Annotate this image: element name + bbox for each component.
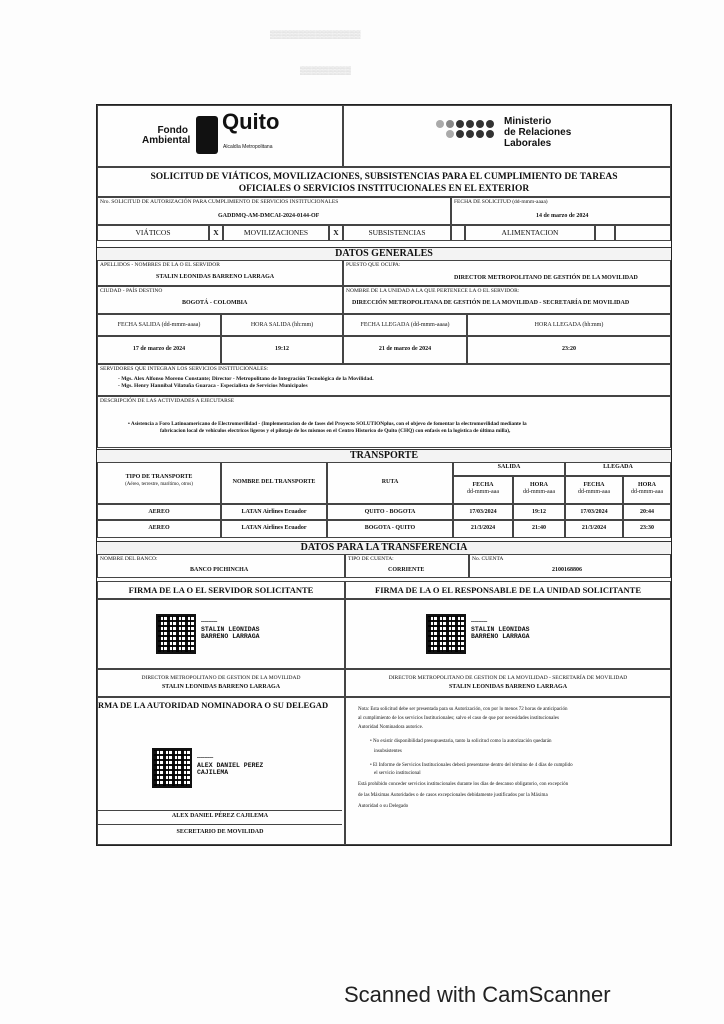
sig-name: STALIN LEONIDAS BARRENO LARRAGA (201, 626, 260, 640)
col-nombre: NOMBRE DEL TRANSPORTE (221, 462, 327, 504)
fondo-ambiental-logo: Fondo Ambiental (142, 125, 191, 146)
table-row-tipo: AEREO (97, 520, 221, 538)
responsable-nombre: STALIN LEONIDAS BARRENO LARRAGA (448, 684, 568, 690)
table-row-llegada-hora: 23:30 (623, 520, 671, 538)
request-date-cell: FECHA DE SOLICITUD (dd-mmm-aaaa) 14 de marzo de 2024 (451, 197, 671, 225)
cuenta-cell: No. CUENTA 2100168806 (469, 554, 671, 578)
autoridad-heading: RMA DE LA AUTORIDAD NOMINADORA O SU DELEGAD (98, 700, 329, 710)
table-row-nombre: LATAN Airlines Ecuador (221, 504, 327, 520)
quito-logo-text: Quito (222, 109, 280, 134)
ministerio-logo-text: Ministerio de Relaciones Laborales (504, 116, 572, 149)
table-row-salida-hora: 21:40 (513, 520, 565, 538)
type-movilizaciones: MOVILIZACIONES (223, 225, 329, 241)
section-transporte: TRANSPORTE (97, 449, 671, 463)
form-title: SOLICITUD DE VIÁTICOS, MOVILIZACIONES, SUBSISTENCIAS PARA EL CUMPLIMIENTO DE TAREAS OFICIALES O SERVICIOS INSTITUCIONALES EN EL EXTERIOR (97, 167, 671, 197)
destino-value: BOGOTÁ - COLOMBIA (182, 300, 248, 306)
actividad-line-1: • Asistencia a Foro Latinoamericano de Electromovilidad - (Implementacion de de fases del Proyecto SOLUTIONplus, con el objevo de fomentar la electromovilidad mediante la (128, 421, 527, 427)
section-datos-generales: DATOS GENERALES (97, 247, 671, 261)
camscanner-watermark: Scanned with CamScanner (344, 982, 611, 1007)
bleed-text: ▒▒▒▒▒▒▒▒▒ (300, 66, 352, 75)
actividad-line-2: fabricacion local de vehiculos electricos ligeros y el pilotaje de los mismos en el Centro Historico de Quito (CHQ) con enfasis en la logistica de última milla), (160, 428, 511, 434)
fecha-llegada: 21 de marzo de 2024 (343, 336, 467, 364)
tipo-cuenta-cell: TIPO DE CUENTA: CORRIENTE (345, 554, 469, 578)
type-viaticos: VIÁTICOS (97, 225, 209, 241)
note-line: Autoridad Nominadora autorice. (358, 725, 424, 730)
servidores-cell: SERVIDORES QUE INTEGRAN LOS SERVICIOS INSTITUCIONALES: - Mgs. Alex Alfonso Moreno Constante; Director - Metropolitano de Integración Tecnológica de la Movilidad. - Mgs. Henry Hannibal Vilatuña Guaraca - Especialista de Servicios Municipales (97, 364, 671, 396)
col-llegada-fecha: FECHA dd-mmm-aaa (565, 476, 623, 504)
qr-signature-icon (152, 748, 192, 788)
logo-cell-left (97, 105, 343, 167)
table-row-ruta: QUITO - BOGOTA (327, 504, 453, 520)
puesto-value: DIRECTOR METROPOLITANO DE GESTIÓN DE LA MOVILIDAD (454, 275, 638, 281)
auth-number: GADDMQ-AM-DMCAI-2024-0144-OF (218, 213, 320, 219)
col-salida-hora: HORA dd-mmm-aaa (513, 476, 565, 504)
sig-name: ALEX DANIEL PEREZ CAJILEMA (197, 762, 264, 776)
table-row-salida-hora: 19:12 (513, 504, 565, 520)
table-row-salida-fecha: 21/3/2024 (453, 520, 513, 538)
firma-responsable-box (345, 599, 671, 669)
servidor-name: STALIN LEONIDAS BARRENO LARRAGA (156, 274, 275, 280)
hora-llegada: 23:20 (467, 336, 671, 364)
table-row-salida-fecha: 17/03/2024 (453, 504, 513, 520)
servidor-name-cell: APELLIDOS - NOMBRES DE LA O EL SERVIDOR STALIN LEONIDAS BARRENO LARRAGA (97, 260, 343, 286)
bleed-text: ▒▒▒▒▒▒▒▒▒▒▒▒▒▒▒▒ (270, 30, 361, 39)
note-bullet: • No existir disponibilidad presupuestaria, tanto la solicitud como la autorización quedarán (370, 739, 552, 744)
table-row-ruta: BOGOTA - QUITO (327, 520, 453, 538)
autoridad-nombre: ALEX DANIEL PÉREZ CAJILEMA (98, 810, 342, 820)
hora-salida-label: HORA SALIDA (hh:mm) (221, 314, 343, 336)
puesto-cell: PUESTO QUE OCUPA: DIRECTOR METROPOLITANO DE GESTIÓN DE LA MOVILIDAD (343, 260, 671, 286)
note-line: Está prohibido conceder servicios institucionales durante los días de descanso obligatorio, con excepción (358, 782, 569, 787)
col-llegada-hora: HORA dd-mmm-aaa (623, 476, 671, 504)
hora-llegada-label: HORA LLEGADA (hh:mm) (467, 314, 671, 336)
banco-value: BANCO PICHINCHA (190, 567, 249, 573)
hora-salida: 19:12 (221, 336, 343, 364)
auth-number-cell: Nro. SOLICITUD DE AUTORIZACIÓN PARA CUMPLIMIENTO DE SERVICIOS INSTITUCIONALES GADDMQ-AM-DMCAI-2024-0144-OF (97, 197, 451, 225)
autoridad-cargo: SECRETARIO DE MOVILIDAD (98, 824, 342, 836)
check-movilizaciones: X (329, 225, 343, 241)
banco-cell: NOMBRE DEL BANCO: BANCO PICHINCHA (97, 554, 345, 578)
col-tipo: TIPO DE TRANSPORTE (Aéreo, terrestre, marítimo, otros) (97, 462, 221, 504)
servidor-1: - Mgs. Alex Alfonso Moreno Constante; Director - Metropolitano de Integración Tecnológica de la Movilidad. (118, 376, 374, 382)
sig-caption: ▬▬▬▬▬▬▬▬▬ (201, 620, 218, 623)
col-salida-fecha: FECHA dd-mmm-aaa (453, 476, 513, 504)
note-line: insubsistentes (374, 749, 402, 754)
col-ruta: RUTA (327, 462, 453, 504)
fecha-llegada-label: FECHA LLEGADA (dd-mmm-aaaa) (343, 314, 467, 336)
col-llegada: LLEGADA (565, 462, 671, 476)
ministerio-dots-icon (434, 116, 514, 152)
note-line: al cumplimiento de los servicios Institucionales; salvo el caso de que por necesidades institucionales (358, 716, 559, 721)
table-row-llegada-fecha: 17/03/2024 (565, 504, 623, 520)
table-row-nombre: LATAN Airlines Ecuador (221, 520, 327, 538)
note-line: el servicio institucional (374, 771, 421, 776)
blank-cell (615, 225, 671, 241)
table-row-llegada-hora: 20:44 (623, 504, 671, 520)
servidor-2: - Mgs. Henry Hannibal Vilatuña Guaraca - Especialista de Servicios Municipales (118, 383, 308, 389)
table-row-llegada-fecha: 21/3/2024 (565, 520, 623, 538)
autoridad-box (97, 697, 345, 845)
section-transferencia: DATOS PARA LA TRANSFERENCIA (97, 541, 671, 555)
request-date: 14 de marzo de 2024 (536, 213, 589, 219)
check-subsistencias (451, 225, 465, 241)
logo-cell-right (343, 105, 671, 167)
unidad-cell: NOMBRE DE LA UNIDAD A LA QUE PERTENECE LA O EL SERVIDOR: DIRECCIÓN METROPOLITANA DE GESTIÓN DE LA MOVILIDAD - SECRETARÍA DE MOVILIDAD (343, 286, 671, 314)
unidad-value: DIRECCIÓN METROPOLITANA DE GESTIÓN DE LA MOVILIDAD - SECRETARÍA DE MOVILIDAD (352, 300, 630, 306)
destino-cell: CIUDAD - PAÍS DESTINO BOGOTÁ - COLOMBIA (97, 286, 343, 314)
firma-responsable-heading: FIRMA DE LA O EL RESPONSABLE DE LA UNIDAD SOLICITANTE (345, 581, 671, 599)
note-bullet: • El Informe de Servicios Institucionales deberá presentarse dentro del término de 4 días de cumplido (370, 763, 573, 768)
alcaldia-text: Alcaldía Metropolitana (223, 144, 273, 150)
fecha-salida: 17 de marzo de 2024 (97, 336, 221, 364)
actividades-cell: DESCRIPCIÓN DE LAS ACTIVIDADES A EJECUTARSE • Asistencia a Foro Latinoamericano de Electromovilidad - (Implementacion de de fases del Proyecto SOLUTIONplus, con el objevo de fomentar la electromovilidad mediante la fabricacion local de vehiculos electricos ligeros y el pilotaje de los mismos en el Centro Historico de Quito (CHQ) con enfasis en la logistica de última milla), (97, 396, 671, 448)
sig-name: STALIN LEONIDAS BARRENO LARRAGA (471, 626, 530, 640)
sig-caption: ▬▬▬▬▬▬▬▬▬ (197, 756, 214, 759)
table-row-tipo: AEREO (97, 504, 221, 520)
note-line: de las Máximas Autoridades o de casos excepcionales debidamente justificados por la Máxima (358, 793, 548, 798)
firma-solicitante-heading: FIRMA DE LA O EL SERVIDOR SOLICITANTE (97, 581, 345, 599)
request-form (96, 104, 672, 846)
col-salida: SALIDA (453, 462, 565, 476)
qr-signature-icon (156, 614, 196, 654)
type-alimentacion: ALIMENTACION (465, 225, 595, 241)
solicitante-cargo-cell: DIRECTOR METROPOLITANO DE GESTION DE LA MOVILIDAD STALIN LEONIDAS BARRENO LARRAGA (97, 669, 345, 697)
sig-caption: ▬▬▬▬▬▬▬▬▬ (471, 620, 488, 623)
fecha-salida-label: FECHA SALIDA (dd-mmm-aaaa) (97, 314, 221, 336)
solicitante-nombre: STALIN LEONIDAS BARRENO LARRAGA (161, 684, 281, 690)
note-line: Nota: Esta solicitud debe ser presentada para su Autorización, con por lo menos 72 horas de anticipación (358, 707, 568, 712)
cuenta-value: 2100168806 (552, 567, 582, 573)
firma-solicitante-box (97, 599, 345, 669)
note-line: Autoridad o su Delegado (358, 804, 409, 809)
tipo-cuenta-value: CORRIENTE (388, 567, 425, 573)
type-subsistencias: SUBSISTENCIAS (343, 225, 451, 241)
check-viaticos: X (209, 225, 223, 241)
notes-box (345, 697, 671, 845)
qr-signature-icon (426, 614, 466, 654)
responsable-cargo-cell: DIRECTOR METROPOLITANO DE GESTION DE LA MOVILIDAD - SECRETARÍA DE MOVILIDAD STALIN LEONIDAS BARRENO LARRAGA (345, 669, 671, 697)
check-alimentacion (595, 225, 615, 241)
quito-shield-icon (196, 116, 218, 154)
